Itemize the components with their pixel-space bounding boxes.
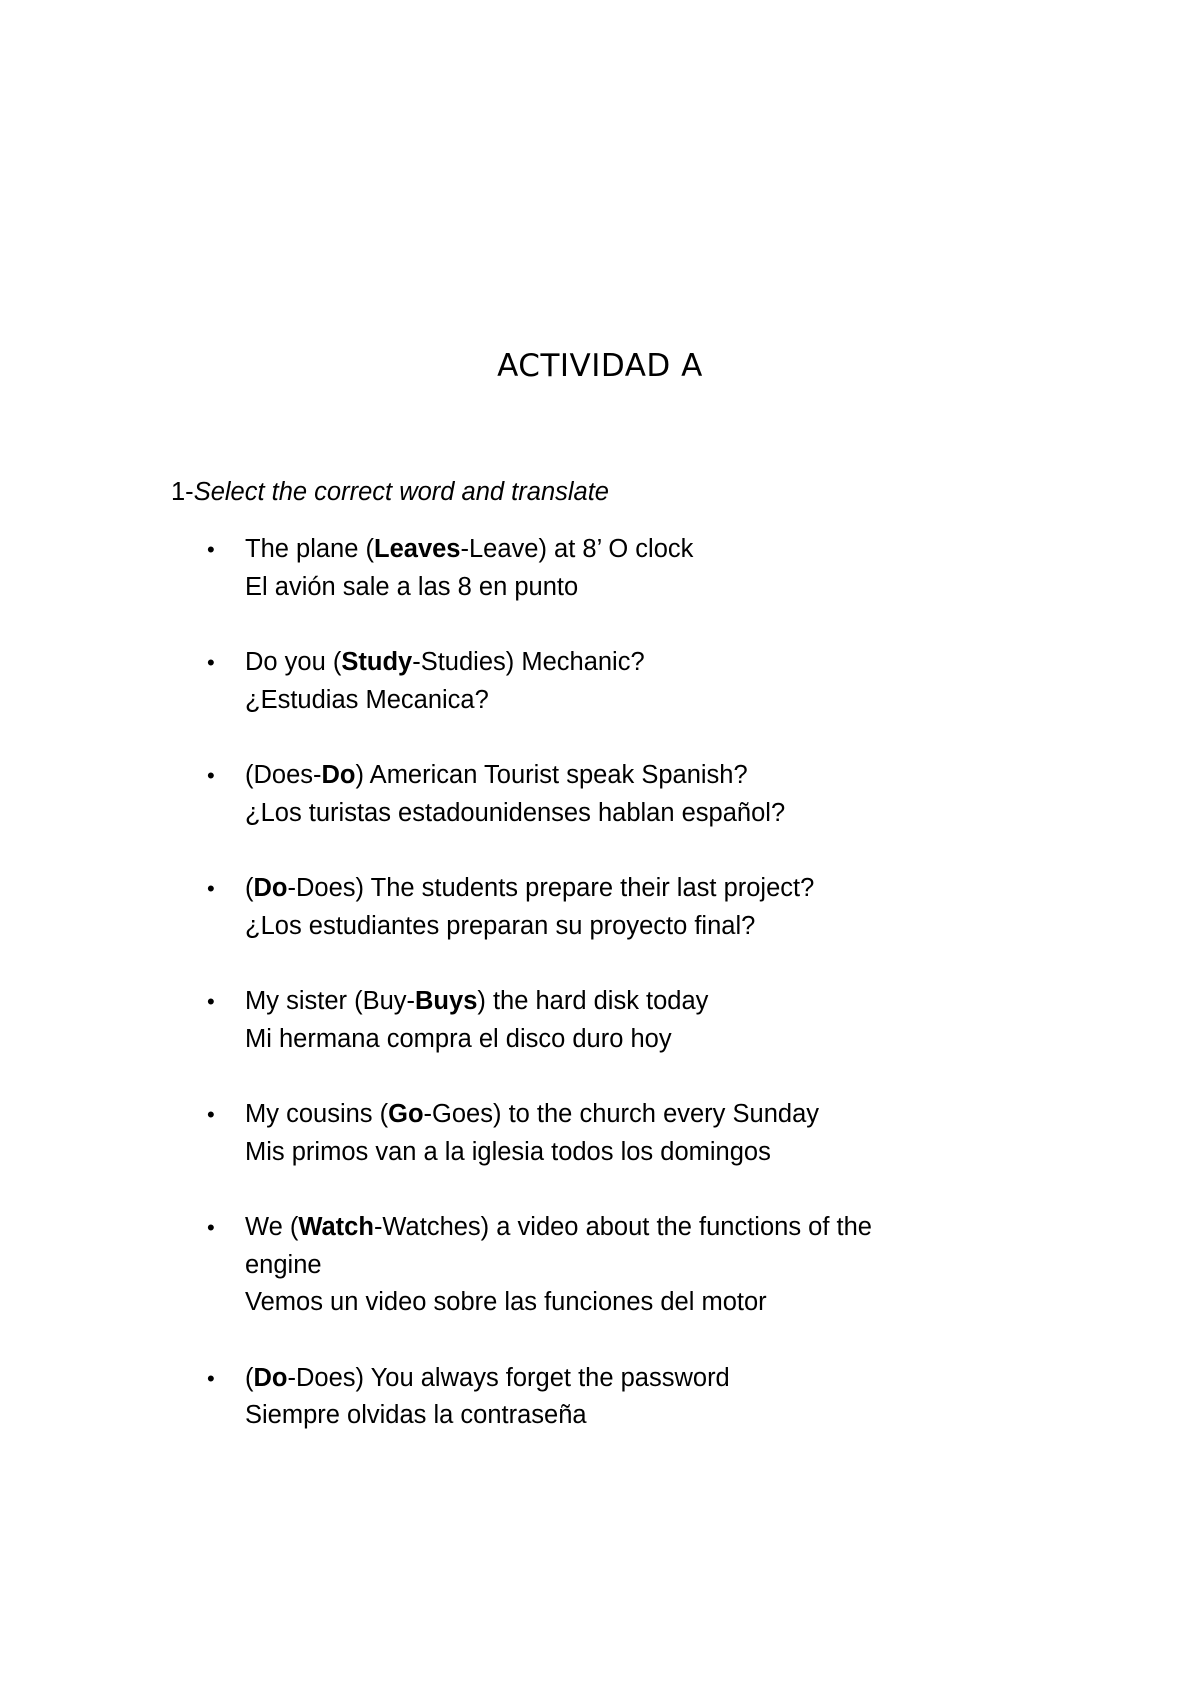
sentence: My sister (Buy-Buys) the hard disk today xyxy=(245,987,709,1015)
correct-word: Go xyxy=(388,1100,424,1128)
sentence-continuation: engine xyxy=(245,1250,322,1279)
translation: El avión sale a las 8 en punto xyxy=(245,572,579,601)
list-item xyxy=(0,531,965,606)
bullet-icon: • xyxy=(207,1365,215,1391)
correct-word: Do xyxy=(321,761,356,789)
translation: ¿Los estudiantes preparan su proyecto final? xyxy=(245,911,756,940)
translation: Vemos un video sobre las funciones del motor xyxy=(245,1288,767,1316)
sentence: (Do-Does) The students prepare their last project? xyxy=(245,874,815,902)
correct-word: Leaves xyxy=(374,535,461,563)
sentence: The plane (Leaves-Leave) at 8’ O clock xyxy=(245,535,694,563)
translation: Mis primos van a la iglesia todos los domingos xyxy=(245,1137,771,1166)
sentence: Do you (Study-Studies) Mechanic? xyxy=(245,648,645,676)
list-item xyxy=(0,757,965,832)
list-item xyxy=(0,644,965,719)
exercise-list xyxy=(0,531,1200,1473)
bullet-icon: • xyxy=(207,650,215,675)
correct-word: Do xyxy=(253,1363,288,1392)
sentence: (Do-Does) You always forget the password xyxy=(245,1363,730,1392)
page-title: ACTIVIDAD A xyxy=(497,348,703,384)
sentence: My cousins (Go-Goes) to the church every Sunday xyxy=(245,1100,819,1128)
instruction-number: 1- xyxy=(171,478,194,506)
bullet-icon: • xyxy=(207,989,215,1014)
correct-word: Watch xyxy=(298,1213,374,1241)
list-item xyxy=(0,983,965,1058)
correct-word: Buys xyxy=(415,987,478,1015)
bullet-icon: • xyxy=(207,1215,215,1240)
sentence: We (Watch-Watches) a video about the functions of the xyxy=(245,1213,872,1241)
translation: ¿Estudias Mecanica? xyxy=(245,685,489,714)
list-item xyxy=(0,1360,965,1435)
correct-word: Do xyxy=(253,874,288,902)
instruction-text: Select the correct word and translate xyxy=(193,478,609,506)
bullet-icon: • xyxy=(207,537,215,562)
translation: Mi hermana compra el disco duro hoy xyxy=(245,1024,672,1053)
list-item xyxy=(0,1209,965,1322)
bullet-icon: • xyxy=(207,1102,215,1127)
correct-word: Study xyxy=(341,648,413,676)
translation: ¿Los turistas estadounidenses hablan español? xyxy=(245,798,786,827)
sentence: (Does-Do) American Tourist speak Spanish? xyxy=(245,761,748,789)
list-item xyxy=(0,870,965,945)
list-item xyxy=(0,1096,965,1171)
instruction xyxy=(171,478,609,507)
bullet-icon: • xyxy=(207,876,215,901)
bullet-icon: • xyxy=(207,763,215,788)
translation: Siempre olvidas la contraseña xyxy=(245,1401,587,1429)
